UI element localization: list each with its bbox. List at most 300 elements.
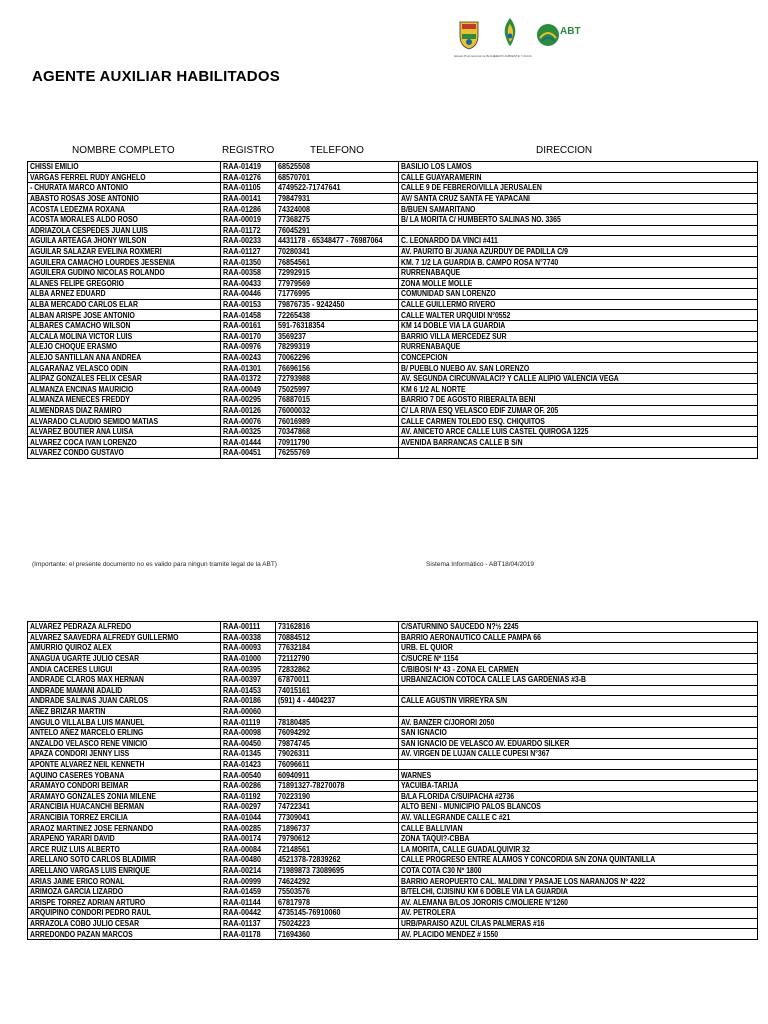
cell-telefono: [276, 622, 399, 633]
cell-telefono: [276, 770, 399, 781]
cell-direccion-text: ALTO BENI - MUNICIPIO PALOS BLANCOS: [401, 802, 541, 812]
cell-registro: [221, 706, 276, 717]
cell-telefono: [276, 204, 399, 215]
cell-direccion: [399, 643, 758, 654]
cell-direccion-text: URB. EL QUIOR: [401, 643, 453, 653]
table-row: [28, 780, 758, 791]
cell-name-text: ALVAREZ CONDO GUSTAVO: [30, 448, 124, 458]
table-row: [28, 812, 758, 823]
cell-name: [28, 320, 221, 331]
cell-telefono-text: 78180485: [278, 717, 311, 727]
cell-registro-text: RAA-00126: [223, 405, 262, 415]
cell-telefono-text: 72265438: [278, 310, 311, 320]
table-row: [28, 717, 758, 728]
cell-registro-text: RAA-00170: [223, 331, 262, 341]
table-row: [28, 802, 758, 813]
cell-registro: [221, 310, 276, 321]
cell-telefono-text: 73162816: [278, 622, 311, 632]
cell-name-text: ALCALA MOLINA VICTOR LUIS: [30, 331, 133, 341]
cell-telefono-text: 76854561: [278, 257, 311, 267]
cell-telefono-text: 77309041: [278, 812, 311, 822]
cell-registro-text: RAA-00480: [223, 855, 262, 865]
cell-telefono: [276, 908, 399, 919]
cell-registro-text: RAA-00442: [223, 908, 262, 918]
cell-direccion: [399, 193, 758, 204]
cell-name-text: AGUILERA GUDINO NICOLAS ROLANDO: [30, 268, 165, 278]
cell-name: [28, 342, 221, 353]
cell-telefono-text: 4735145-76910060: [278, 908, 341, 918]
cell-name: [28, 802, 221, 813]
cell-telefono: [276, 696, 399, 707]
cell-registro-text: RAA-00233: [223, 236, 262, 246]
cell-direccion-text: C/BIBOSI Nº 43 - ZONA EL CARMEN: [401, 664, 519, 674]
cell-telefono: [276, 717, 399, 728]
table-row: [28, 162, 758, 173]
cell-name: [28, 897, 221, 908]
cell-registro: [221, 823, 276, 834]
cell-name-text: ARAOZ MARTINEZ JOSE FERNANDO: [30, 823, 154, 833]
cell-telefono: [276, 855, 399, 866]
cell-name-text: ACOSTA LEDEZMA ROXANA: [30, 204, 125, 214]
cell-registro-text: RAA-01423: [223, 760, 262, 770]
cell-name: [28, 193, 221, 204]
cell-registro: [221, 855, 276, 866]
cell-telefono: [276, 310, 399, 321]
cell-telefono-text: 72832862: [278, 664, 311, 674]
cell-name: [28, 780, 221, 791]
cell-direccion-text: SAN IGNACIO: [401, 728, 447, 738]
cell-direccion: [399, 416, 758, 427]
agents-table-page-1: [27, 161, 758, 459]
cell-name-text: ALBA ARNEZ EDUARD: [30, 289, 106, 299]
cell-direccion-text: COMUNIDAD SAN LORENZO: [401, 289, 496, 299]
cell-telefono-text: 76094292: [278, 728, 311, 738]
cell-name-text: ALVAREZ SAAVEDRA ALFREDY GUILLERMO: [30, 632, 179, 642]
cell-direccion: [399, 267, 758, 278]
cell-direccion: [399, 289, 758, 300]
cell-telefono-text: 75025997: [278, 384, 311, 394]
cell-name-text: ALBARES CAMACHO WILSON: [30, 321, 131, 331]
cell-direccion: [399, 405, 758, 416]
cell-registro-text: RAA-00540: [223, 770, 262, 780]
table-row: [28, 437, 758, 448]
cell-telefono-text: 76016989: [278, 416, 311, 426]
cell-name: [28, 373, 221, 384]
cell-registro-text: RAA-01453: [223, 685, 262, 695]
cell-telefono: [276, 342, 399, 353]
cell-direccion-text: CALLE PROGRESO ENTRE ALAMOS Y CONCORDIA S/N ZONA QUINTANILLA: [401, 855, 656, 865]
cell-registro: [221, 643, 276, 654]
cell-registro-text: RAA-01458: [223, 310, 262, 320]
cell-name-text: ARAMAYO GONZALES ZONIA MILENE: [30, 791, 157, 801]
cell-registro-text: RAA-00111: [223, 622, 261, 632]
cell-registro-text: RAA-01119: [223, 717, 261, 727]
table-row: [28, 833, 758, 844]
cell-registro-text: RAA-00093: [223, 643, 262, 653]
table-row: [28, 727, 758, 738]
table-row: [28, 696, 758, 707]
cell-direccion: [399, 310, 758, 321]
cell-registro: [221, 696, 276, 707]
table-row: [28, 278, 758, 289]
cell-name-text: ARANCIBIA HUACANCHI BERMAN: [30, 802, 145, 812]
cell-name-text: ARIMOZA GARCIA LIZARDO: [30, 887, 124, 897]
cell-registro-text: RAA-00098: [223, 728, 262, 738]
cell-name: [28, 363, 221, 374]
cell-name-text: ARANCIBIA TORREZ ERCILIA: [30, 812, 128, 822]
cell-direccion-text: BARRIO VILLA MERCEDEZ SUR: [401, 331, 507, 341]
cell-name: [28, 749, 221, 760]
cell-name-text: ANDRADE SALINAS JUAN CARLOS: [30, 696, 149, 706]
cell-name: [28, 416, 221, 427]
cell-direccion-text: C/ LA RIVA ESQ VELASCO EDIF ZUMAR OF. 205: [401, 405, 559, 415]
cell-registro: [221, 622, 276, 633]
cell-telefono: [276, 833, 399, 844]
cell-telefono: [276, 257, 399, 268]
cell-name-text: ALGARAÑAZ VELASCO ODIN: [30, 363, 128, 373]
cell-name: [28, 791, 221, 802]
cell-registro-text: RAA-01144: [223, 897, 261, 907]
cell-direccion-text: KM 6 1/2 AL NORTE: [401, 384, 466, 394]
cell-direccion: [399, 331, 758, 342]
cell-telefono: [276, 246, 399, 257]
cell-direccion-text: B/ LA MORITA C/ HUMBERTO SALINAS NO. 3365: [401, 215, 561, 225]
cell-name: [28, 770, 221, 781]
cell-telefono-text: 70884512: [278, 632, 311, 642]
cell-registro: [221, 384, 276, 395]
cell-direccion-text: CALLE 9 DE FEBRERO/VILLA JERUSALEN: [401, 183, 542, 193]
cell-name: [28, 257, 221, 268]
cell-name-text: APAZA CONDORI JENNY LISS: [30, 749, 130, 759]
cell-telefono: [276, 897, 399, 908]
table-row: [28, 342, 758, 353]
cell-telefono-text: 70223190: [278, 791, 311, 801]
cell-direccion-text: BARRIO AEROPUERTO CAL. MALDINI Y PASAJE LOS NARANJOS Nº 4222: [401, 876, 646, 886]
cell-name-text: APONTE ALVAREZ NEIL KENNETH: [30, 760, 145, 770]
cell-name: [28, 162, 221, 173]
cell-telefono: [276, 780, 399, 791]
cell-registro-text: RAA-00395: [223, 664, 262, 674]
cell-telefono-text: 71896737: [278, 823, 311, 833]
cell-registro: [221, 162, 276, 173]
cell-name: [28, 632, 221, 643]
cell-name-text: ANDIA CACERES LUIGUI: [30, 664, 113, 674]
cell-registro: [221, 727, 276, 738]
cell-direccion: [399, 929, 758, 940]
cell-telefono: [276, 331, 399, 342]
cell-registro-text: RAA-00214: [223, 865, 262, 875]
cell-direccion: [399, 664, 758, 675]
cell-name: [28, 727, 221, 738]
logo-caption-ministry: MEDIO AMBIENTE Y AGUA: [494, 54, 532, 58]
cell-registro: [221, 416, 276, 427]
cell-registro: [221, 448, 276, 459]
system-footer: Sistema Informático - ABT18/04/2019: [426, 561, 535, 568]
cell-name: [28, 352, 221, 363]
cell-registro-text: RAA-00285: [223, 823, 262, 833]
cell-direccion: [399, 278, 758, 289]
cell-telefono-text: 76255769: [278, 448, 311, 458]
cell-registro-text: RAA-00286: [223, 781, 262, 791]
cell-registro-text: RAA-00019: [223, 215, 262, 225]
cell-name: [28, 812, 221, 823]
cell-registro: [221, 674, 276, 685]
cell-direccion-text: AV. BANZER C/JORORI 2050: [401, 717, 495, 727]
cell-name: [28, 738, 221, 749]
cell-name-text: ARAMAYO CONDORI BEIMAR: [30, 781, 129, 791]
cell-name-text: ALMANZA ENCINAS MAURICIO: [30, 384, 134, 394]
table-row: [28, 193, 758, 204]
abt-logo-text: ABT: [560, 26, 581, 37]
cell-registro: [221, 897, 276, 908]
cell-telefono: [276, 405, 399, 416]
cell-registro-text: RAA-00295: [223, 395, 262, 405]
cell-telefono: [276, 225, 399, 236]
cell-direccion: [399, 214, 758, 225]
cell-registro-text: RAA-01044: [223, 812, 262, 822]
table-row: [28, 685, 758, 696]
cell-direccion: [399, 257, 758, 268]
cell-registro: [221, 246, 276, 257]
cell-telefono: [276, 426, 399, 437]
cell-registro-text: RAA-01459: [223, 887, 262, 897]
cell-telefono-text: 4749522-71747641: [278, 183, 341, 193]
table-row: [28, 172, 758, 183]
cell-direccion: [399, 632, 758, 643]
table-row: [28, 876, 758, 887]
cell-direccion: [399, 823, 758, 834]
table-row: [28, 225, 758, 236]
cell-direccion: [399, 770, 758, 781]
cell-registro: [221, 717, 276, 728]
cell-direccion-text: B/BUEN SAMARITANO: [401, 204, 476, 214]
cell-direccion: [399, 812, 758, 823]
table-row: [28, 886, 758, 897]
cell-telefono: [276, 193, 399, 204]
cell-registro: [221, 183, 276, 194]
cell-registro: [221, 908, 276, 919]
cell-telefono-text: 75503576: [278, 887, 311, 897]
cell-registro: [221, 886, 276, 897]
cell-registro-text: RAA-00338: [223, 632, 262, 642]
cell-telefono: [276, 674, 399, 685]
cell-direccion: [399, 653, 758, 664]
cell-registro-text: RAA-01137: [223, 918, 261, 928]
cell-registro-text: RAA-01286: [223, 204, 262, 214]
header-logos: [452, 14, 582, 62]
cell-telefono: [276, 632, 399, 643]
cell-registro: [221, 876, 276, 887]
cell-telefono-text: 67817978: [278, 897, 311, 907]
page-title: AGENTE AUXILIAR HABILITADOS: [32, 68, 280, 85]
cell-telefono: [276, 876, 399, 887]
cell-registro-text: RAA-00161: [223, 321, 262, 331]
cell-direccion-text: B/TELCHI, C/JISINU KM 6 DOBLE VIA LA GUARDIA: [401, 887, 568, 897]
cell-direccion: [399, 918, 758, 929]
cell-registro: [221, 172, 276, 183]
cell-telefono: [276, 886, 399, 897]
cell-direccion-text: WARNES: [401, 770, 432, 780]
cell-telefono-text: 79847931: [278, 194, 311, 204]
cell-direccion: [399, 833, 758, 844]
cell-name-text: ADRIAZOLA CESPEDES JUAN LUIS: [30, 225, 148, 235]
cell-direccion-text: ZONA TAQUI?-CBBA: [401, 834, 470, 844]
cell-telefono: [276, 844, 399, 855]
table-row: [28, 823, 758, 834]
cell-direccion-text: AV. PLACIDO MENDEZ # 1550: [401, 929, 499, 939]
cell-telefono-text: 72112790: [278, 654, 310, 664]
cell-telefono: [276, 278, 399, 289]
cell-registro: [221, 929, 276, 940]
table-row: [28, 865, 758, 876]
cell-direccion-text: COTA COTA C30 Nº 1800: [401, 865, 482, 875]
cell-direccion: [399, 717, 758, 728]
cell-name-text: ARELLANO SOTO CARLOS BLADIMIR: [30, 855, 157, 865]
cell-direccion-text: AV. VIRGEN DE LUJAN CALLE CUPESI N°367: [401, 749, 550, 759]
cell-registro: [221, 236, 276, 247]
cell-registro-text: RAA-00243: [223, 352, 262, 362]
cell-registro-text: RAA-00325: [223, 427, 262, 437]
cell-registro: [221, 426, 276, 437]
cell-name: [28, 855, 221, 866]
cell-direccion: [399, 384, 758, 395]
cell-name-text: AÑEZ BRIZAR MARTIN: [30, 707, 106, 717]
bolivia-coat-of-arms-icon: [458, 20, 480, 50]
cell-name-text: ALVAREZ COCA IVAN LORENZO: [30, 437, 137, 447]
cell-telefono-text: 4521378-72839262: [278, 855, 341, 865]
cell-direccion: [399, 696, 758, 707]
cell-telefono-text: 76096611: [278, 760, 310, 770]
cell-name: [28, 204, 221, 215]
cell-name: [28, 448, 221, 459]
cell-name: [28, 759, 221, 770]
cell-name-text: ALBA MERCADO CARLOS ELAR: [30, 300, 138, 310]
cell-direccion: [399, 749, 758, 760]
cell-registro-text: RAA-00060: [223, 707, 262, 717]
cell-direccion: [399, 759, 758, 770]
cell-telefono-text: 4431178 - 65348477 - 76987064: [278, 236, 383, 246]
cell-telefono-text: 74722341: [278, 802, 311, 812]
cell-direccion-text: CALLE BALLIVIAN: [401, 823, 463, 833]
table-row: [28, 674, 758, 685]
cell-registro: [221, 257, 276, 268]
table-row: [28, 331, 758, 342]
cell-registro-text: RAA-01105: [223, 183, 261, 193]
cell-name-text: ARAPENO YARARI DAVID: [30, 834, 115, 844]
cell-direccion: [399, 865, 758, 876]
table-row: [28, 257, 758, 268]
cell-telefono-text: 78299319: [278, 342, 311, 352]
cell-direccion: [399, 876, 758, 887]
cell-registro-text: RAA-00141: [223, 194, 262, 204]
table-row: [28, 749, 758, 760]
cell-registro-text: RAA-00297: [223, 802, 262, 812]
table-row: [28, 183, 758, 194]
cell-registro: [221, 664, 276, 675]
table-row: [28, 395, 758, 406]
cell-registro: [221, 342, 276, 353]
cell-name: [28, 876, 221, 887]
cell-registro-text: RAA-00153: [223, 300, 262, 310]
cell-telefono: [276, 738, 399, 749]
cell-telefono: [276, 749, 399, 760]
cell-name-text: ALBAN ARISPE JOSE ANTONIO: [30, 310, 135, 320]
cell-direccion: [399, 342, 758, 353]
cell-name-text: ALVARADO CLAUDIO SEMIDO MATIAS: [30, 416, 159, 426]
cell-name-text: ARELLANO VARGAS LUIS ENRIQUE: [30, 865, 150, 875]
cell-registro-text: RAA-01172: [223, 225, 261, 235]
cell-telefono-text: 76887015: [278, 395, 311, 405]
cell-name-text: ANTELO AÑEZ MARCELO ERLING: [30, 728, 144, 738]
cell-direccion-text: AV. SEGUNDA CIRCUNVALACI? Y CALLE ALIPIO VALENCIA VEGA: [401, 374, 619, 384]
table-row: [28, 246, 758, 257]
cell-name: [28, 929, 221, 940]
cell-registro-text: RAA-00433: [223, 278, 262, 288]
cell-name-text: CHISSI EMILIO: [30, 162, 79, 172]
cell-registro: [221, 437, 276, 448]
cell-name-text: ACOSTA MORALES ALDO ROSO: [30, 215, 138, 225]
table-row: [28, 363, 758, 374]
cell-telefono-text: 75024223: [278, 918, 311, 928]
column-header-direccion: DIRECCION: [536, 145, 593, 156]
cell-registro-text: RAA-01444: [223, 437, 262, 447]
cell-direccion: [399, 738, 758, 749]
cell-name-text: ALIPAZ GONZALES FELIX CESAR: [30, 374, 142, 384]
cell-name-text: ALVAREZ BOUTIER ANA LUISA: [30, 427, 134, 437]
cell-registro: [221, 791, 276, 802]
cell-telefono: [276, 267, 399, 278]
cell-registro-text: RAA-00049: [223, 384, 262, 394]
cell-direccion-text: B/ PUEBLO NUEBO AV. SAN LORENZO: [401, 363, 530, 373]
cell-name-text: ALVAREZ PEDRAZA ALFREDO: [30, 622, 132, 632]
cell-direccion: [399, 622, 758, 633]
cell-registro-text: RAA-01301: [223, 363, 262, 373]
cell-registro: [221, 204, 276, 215]
cell-name: [28, 823, 221, 834]
cell-telefono-text: 79874745: [278, 738, 311, 748]
table-row: [28, 267, 758, 278]
cell-direccion-text: ZONA MOLLE MOLLE: [401, 278, 473, 288]
cell-name: [28, 918, 221, 929]
cell-registro: [221, 918, 276, 929]
cell-telefono: [276, 289, 399, 300]
cell-telefono: [276, 236, 399, 247]
cell-registro: [221, 395, 276, 406]
cell-direccion-text: RURRENABAQUE: [401, 342, 461, 352]
cell-name-text: ANAGUA UGARTE JULIO CESAR: [30, 654, 140, 664]
cell-telefono-text: 68570701: [278, 172, 311, 182]
table-row: [28, 310, 758, 321]
cell-name: [28, 183, 221, 194]
cell-telefono-text: 70280341: [278, 247, 311, 257]
cell-registro-text: RAA-01372: [223, 374, 262, 384]
table-row: [28, 664, 758, 675]
cell-direccion: [399, 855, 758, 866]
cell-direccion: [399, 780, 758, 791]
cell-direccion-text: CALLE GUILLERMO RIVERO: [401, 300, 496, 310]
cell-registro-text: RAA-01127: [223, 247, 261, 257]
cell-direccion-text: CALLE GUAYARAMERIN: [401, 172, 482, 182]
cell-telefono: [276, 664, 399, 675]
cell-telefono-text: 3569237: [278, 331, 307, 341]
cell-name-text: ALANES FELIPE GREGORIO: [30, 278, 125, 288]
cell-direccion: [399, 363, 758, 374]
column-header-telefono: TELEFONO: [310, 145, 364, 156]
cell-name: [28, 685, 221, 696]
ministry-logo-icon: [500, 16, 520, 56]
cell-direccion: [399, 908, 758, 919]
table-row: [28, 929, 758, 940]
